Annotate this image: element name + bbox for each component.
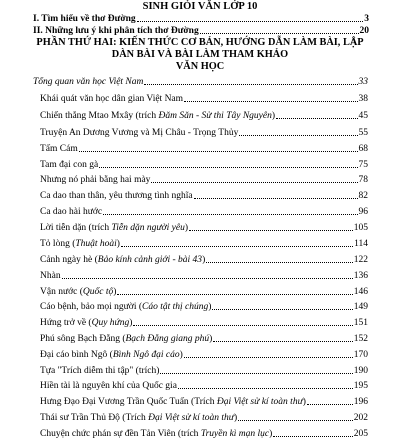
- toc-entry[interactable]: [40, 302, 368, 313]
- toc-entry-title: [40, 302, 211, 313]
- toc-leader-dots: [184, 357, 353, 358]
- toc-page-number: 38: [358, 94, 368, 104]
- toc-page-number: 82: [358, 191, 368, 201]
- toc-leader-dots: [213, 341, 352, 342]
- toc-leader-dots: [189, 230, 353, 231]
- toc-leader-dots: [238, 420, 353, 421]
- toc-entry-title: [40, 94, 183, 105]
- toc-leader-dots: [212, 309, 352, 310]
- toc-entry[interactable]: [40, 111, 368, 122]
- toc-leader-dots: [160, 373, 352, 374]
- toc-page-number: 205: [353, 429, 368, 439]
- toc-entry-title: [40, 287, 116, 298]
- toc-leader-dots: [200, 33, 359, 34]
- toc-leader-dots: [137, 21, 364, 22]
- toc-entry-text-part: ): [208, 302, 212, 312]
- toc-leader-dots: [239, 135, 357, 136]
- toc-entry-text-part: Lời tiễn dặn (trích: [40, 223, 112, 233]
- toc-leader-dots: [103, 214, 357, 215]
- toc-entry-title: [40, 271, 61, 282]
- toc-entry-italic-part: Tiễn dặn người yêu: [111, 223, 185, 233]
- toc-entry[interactable]: [40, 223, 368, 234]
- toc-entry-text-part: Khái quát văn học dân gian Việt Nam: [40, 94, 184, 104]
- toc-section-label: I. Tìm hiểu về thơ Đường: [33, 14, 136, 24]
- toc-entry-text-part: Thái sư Trần Thủ Độ (Trích: [40, 413, 149, 423]
- toc-entry-title: [40, 397, 306, 408]
- page-title: SINH GIỎI VĂN LỚP 10: [142, 1, 258, 12]
- toc-entry[interactable]: [40, 366, 368, 377]
- toc-entry-text-part: Chuyện chức phán sự đền Tản Viên (trích: [40, 429, 201, 439]
- toc-entry-text-part: Truyện An Dương Vương và Mị Châu - Trọng Thủy: [40, 128, 239, 138]
- toc-page-number: 195: [353, 381, 368, 391]
- toc-entry-title: [40, 413, 237, 424]
- toc-page-number: 105: [353, 223, 368, 233]
- toc-entry[interactable]: [40, 271, 368, 282]
- toc-entry-text-part: Ca dao hài hước: [40, 207, 103, 217]
- toc-leader-dots: [194, 198, 358, 199]
- toc-entry-title: [40, 223, 188, 234]
- toc-entry-title: [40, 111, 275, 122]
- toc-entry-text-part: ): [302, 397, 306, 407]
- toc-entry-text-part: Ca dao than thân, yêu thương tình nghĩa: [40, 191, 193, 201]
- toc-leader-dots: [178, 388, 353, 389]
- toc-entry-text-part: Vận nước (: [40, 287, 83, 297]
- toc-entry-title: [40, 255, 205, 266]
- toc-entry[interactable]: [40, 350, 368, 361]
- toc-entry-text-part: Tổng quan văn học Việt Nam: [33, 77, 144, 87]
- toc-leader-dots: [99, 167, 357, 168]
- toc-entry-italic-part: Quốc tộ: [82, 287, 114, 297]
- toc-entry[interactable]: [40, 239, 368, 250]
- toc-entry-title: [40, 381, 177, 392]
- toc-entry[interactable]: [40, 144, 368, 155]
- toc-page-number: 78: [358, 175, 368, 185]
- toc-leader-dots: [273, 436, 352, 437]
- toc-entry-text-part: ): [113, 287, 117, 297]
- toc-entry[interactable]: [40, 94, 368, 105]
- toc-entry-title: [40, 334, 212, 345]
- toc-page-number: 136: [353, 271, 368, 281]
- toc-entry-title: [40, 429, 272, 440]
- toc-entry-italic-part: Bình Ngô đại cáo: [112, 350, 180, 360]
- toc-entry[interactable]: [40, 334, 368, 345]
- toc-entry-text-part: Cáo bệnh, bảo mọi người (: [40, 302, 142, 312]
- toc-leader-dots: [79, 151, 358, 152]
- toc-entry-title: [40, 366, 159, 377]
- toc-entry-title: [33, 77, 143, 88]
- toc-entry-text-part: ): [184, 223, 189, 233]
- toc-entry-title: [40, 144, 78, 155]
- toc-page-number: 149: [353, 302, 368, 312]
- toc-section-label: II. Những lưu ý khi phân tích thơ Đường: [33, 26, 199, 36]
- toc-entry-text-part: Tựa "Trích diễm thi tập" (trích): [40, 366, 160, 376]
- toc-leader-dots: [144, 84, 357, 85]
- toc-entry-text-part: ): [202, 255, 206, 265]
- part-heading-line-2: DÀN BÀI VÀ BÀI LÀM THAM KHẢO: [111, 49, 289, 60]
- toc-entry-text-part: Hứng trở về (: [40, 318, 92, 328]
- toc-entry[interactable]: [40, 175, 368, 186]
- toc-entry[interactable]: [40, 318, 368, 329]
- toc-entry-title: [40, 207, 102, 218]
- toc-entry-italic-part: Quy hứng: [91, 318, 130, 328]
- toc-entry-italic-part: Cáo tật thị chúng: [142, 302, 209, 312]
- toc-entry-text-part: ): [234, 413, 238, 423]
- toc-entry-text-part: Hưng Đạo Đại Vương Trần Quốc Tuấn (Trích: [40, 397, 217, 407]
- toc-entry-title: [40, 239, 120, 250]
- toc-entry-text-part: Cảnh ngày hè (: [40, 255, 98, 265]
- toc-entry[interactable]: [40, 128, 368, 139]
- toc-entry-title: [40, 350, 183, 361]
- toc-page-number: 55: [358, 128, 368, 138]
- toc-page-number: 33: [358, 77, 368, 87]
- toc-entry-text-part: ): [271, 111, 276, 121]
- toc-page-number: 114: [354, 239, 368, 249]
- toc-entry-text-part: Nhàn: [40, 271, 61, 281]
- toc-entry-text-part: Tam đại con gà: [40, 160, 99, 170]
- toc-page-number: 96: [358, 207, 368, 217]
- toc-page-number: 151: [353, 318, 368, 328]
- toc-entry-italic-part: Truyền kì mạn lục: [200, 429, 270, 439]
- toc-page-number: 190: [353, 366, 368, 376]
- toc-entry-title: [40, 128, 238, 139]
- toc-page-number: 3: [364, 14, 369, 24]
- toc-entry-italic-part: Đăm Săn - Sử thi Tây Nguyên: [158, 111, 272, 121]
- toc-entry-italic-part: Bảo kính cảnh giới - bài 43: [97, 255, 203, 265]
- toc-entry[interactable]: [40, 191, 368, 202]
- part-heading-line-1: PHẦN THỨ HAI: KIẾN THỨC CƠ BẢN, HƯỚNG DẪN LÀM BÀI, LẬP: [36, 37, 364, 48]
- toc-entry[interactable]: [40, 413, 368, 424]
- toc-entry[interactable]: [40, 429, 368, 440]
- toc-entry-text-part: ): [116, 239, 120, 249]
- toc-leader-dots: [276, 118, 357, 119]
- toc-page-number: 45: [358, 111, 368, 121]
- toc-entry-text-part: ): [129, 318, 133, 328]
- toc-page-number: 122: [353, 255, 368, 265]
- toc-entry-text-part: Tấm Cám: [40, 144, 78, 154]
- toc-leader-dots: [133, 325, 352, 326]
- toc-section-row[interactable]: [33, 14, 369, 25]
- toc-page-number: 68: [358, 144, 368, 154]
- toc-entry-title: [40, 175, 150, 186]
- toc-entry[interactable]: [40, 255, 368, 266]
- toc-leader-dots: [151, 182, 357, 183]
- toc-page-number: 152: [353, 334, 368, 344]
- part-heading-line-3: VĂN HỌC: [175, 61, 225, 72]
- toc-entry-text-part: Phú sông Bạch Đằng (: [40, 334, 126, 344]
- toc-entry-text-part: ): [209, 334, 213, 344]
- toc-entry-italic-part: Đại Việt sử kí toàn thư: [148, 413, 234, 423]
- toc-entry-title: [40, 318, 132, 329]
- toc-page-number: 146: [353, 287, 368, 297]
- toc-entry[interactable]: [40, 381, 368, 392]
- toc-leader-dots: [62, 278, 353, 279]
- toc-entry[interactable]: [33, 77, 368, 88]
- toc-leader-dots: [184, 101, 357, 102]
- toc-leader-dots: [307, 404, 353, 405]
- toc-entry-title: [40, 160, 98, 171]
- toc-leader-dots: [206, 262, 353, 263]
- toc-entry-italic-part: Đại Việt sử kí toàn thư: [216, 397, 303, 407]
- toc-entry-text-part: ): [269, 429, 273, 439]
- toc-page-number: 202: [353, 413, 368, 423]
- toc-entry[interactable]: [40, 207, 368, 218]
- toc-page-number: 20: [359, 26, 369, 36]
- toc-entry-italic-part: Thuật hoài: [75, 239, 117, 249]
- toc-page-number: 75: [358, 160, 368, 170]
- toc-entry[interactable]: [40, 287, 368, 298]
- toc-entry[interactable]: [40, 160, 368, 171]
- toc-page-number: 170: [353, 350, 368, 360]
- toc-entry-text-part: Đại cáo bình Ngô (: [40, 350, 113, 360]
- toc-leader-dots: [117, 294, 352, 295]
- toc-entry-text-part: Chiến thắng Mtao Mxây (trích: [40, 111, 159, 121]
- toc-leader-dots: [121, 246, 353, 247]
- toc-entry-text-part: Nhưng nó phải bằng hai mày: [40, 175, 151, 185]
- toc-entry-title: [40, 191, 193, 202]
- toc-page-number: 196: [353, 397, 368, 407]
- toc-section-row[interactable]: [33, 26, 369, 37]
- toc-entry[interactable]: [40, 397, 368, 408]
- toc-entry-text-part: Tỏ lòng (: [40, 239, 76, 249]
- toc-entry-italic-part: Bạch Đằng giang phú: [125, 334, 210, 344]
- toc-entry-text-part: ): [179, 350, 183, 360]
- toc-entry-text-part: Hiền tài là nguyên khí của Quốc gia: [40, 381, 177, 391]
